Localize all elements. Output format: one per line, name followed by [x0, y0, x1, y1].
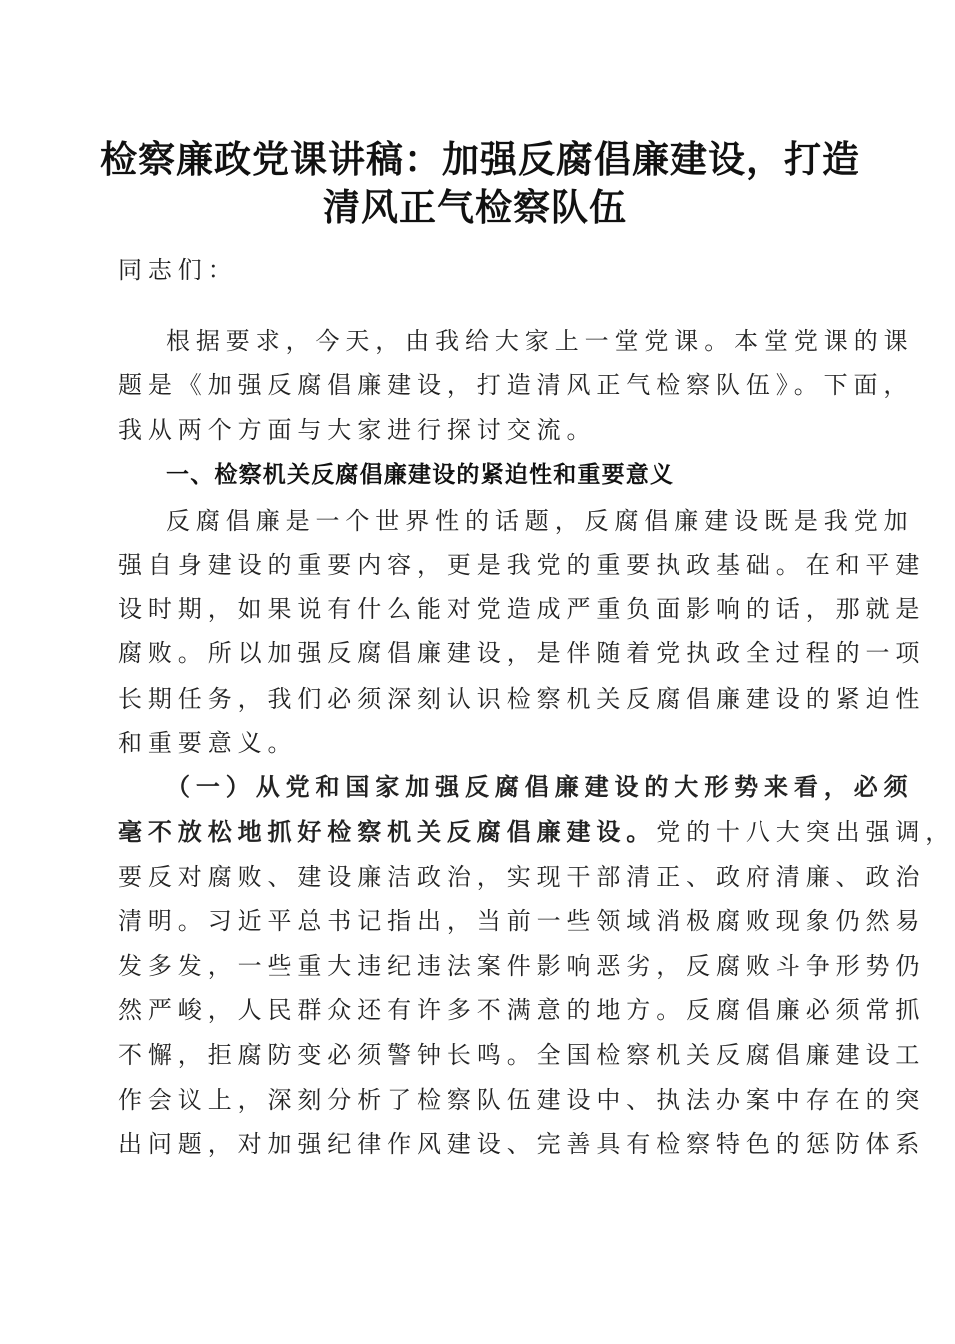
section-1-line-5: 长期任务，我们必须深刻认识检察机关反腐倡廉建设的紧迫性 — [118, 685, 926, 713]
subsection-1-line-5: 发多发，一些重大违纪违法案件影响恶劣，反腐败斗争形势仍 — [118, 952, 926, 980]
document-title-line-1: 检察廉政党课讲稿：加强反腐倡廉建设，打造 — [100, 137, 860, 181]
subsection-1-heading-end: 毫不放松地抓好检察机关反腐倡廉建设。 — [118, 817, 657, 846]
subsection-1-line-8: 作会议上，深刻分析了检察队伍建设中、执法办案中存在的突 — [118, 1086, 926, 1114]
section-1-heading: 一、检察机关反腐倡廉建设的紧迫性和重要意义 — [166, 462, 675, 488]
section-1-line-3: 设时期，如果说有什么能对党造成严重负面影响的话，那就是 — [118, 595, 926, 623]
section-1-line-4: 腐败。所以加强反腐倡廉建设，是伴随着党执政全过程的一项 — [118, 639, 926, 667]
subsection-1-line-6: 然严峻，人民群众还有许多不满意的地方。反腐倡廉必须常抓 — [118, 996, 926, 1024]
document-title-line-2: 清风正气检察队伍 — [323, 185, 627, 229]
intro-line-1: 根据要求，今天，由我给大家上一堂党课。本堂党课的课 — [166, 327, 914, 355]
salutation: 同志们： — [118, 256, 238, 284]
intro-line-3: 我从两个方面与大家进行探讨交流。 — [118, 416, 597, 444]
subsection-1-line-1: （一）从党和国家加强反腐倡廉建设的大形势来看，必须 — [166, 772, 914, 801]
subsection-1-line-9: 出问题，对加强纪律作风建设、完善具有检察特色的惩防体系 — [118, 1130, 926, 1158]
subsection-1-line-2-rest: 党的十八大突出强调， — [656, 818, 955, 846]
intro-line-2: 题是《加强反腐倡廉建设，打造清风正气检察队伍》。下面， — [118, 371, 914, 399]
subsection-1-line-2 — [118, 817, 955, 847]
subsection-1-line-3: 要反对腐败、建设廉洁政治，实现干部清正、政府清廉、政治 — [118, 863, 926, 891]
subsection-1-line-7: 不懈，拒腐防变必须警钟长鸣。全国检察机关反腐倡廉建设工 — [118, 1041, 926, 1069]
section-1-line-6: 和重要意义。 — [118, 729, 298, 757]
subsection-1-line-4: 清明。习近平总书记指出，当前一些领域消极腐败现象仍然易 — [118, 907, 926, 935]
section-1-line-2: 强自身建设的重要内容，更是我党的重要执政基础。在和平建 — [118, 551, 926, 579]
section-1-line-1: 反腐倡廉是一个世界性的话题，反腐倡廉建设既是我党加 — [166, 507, 914, 535]
